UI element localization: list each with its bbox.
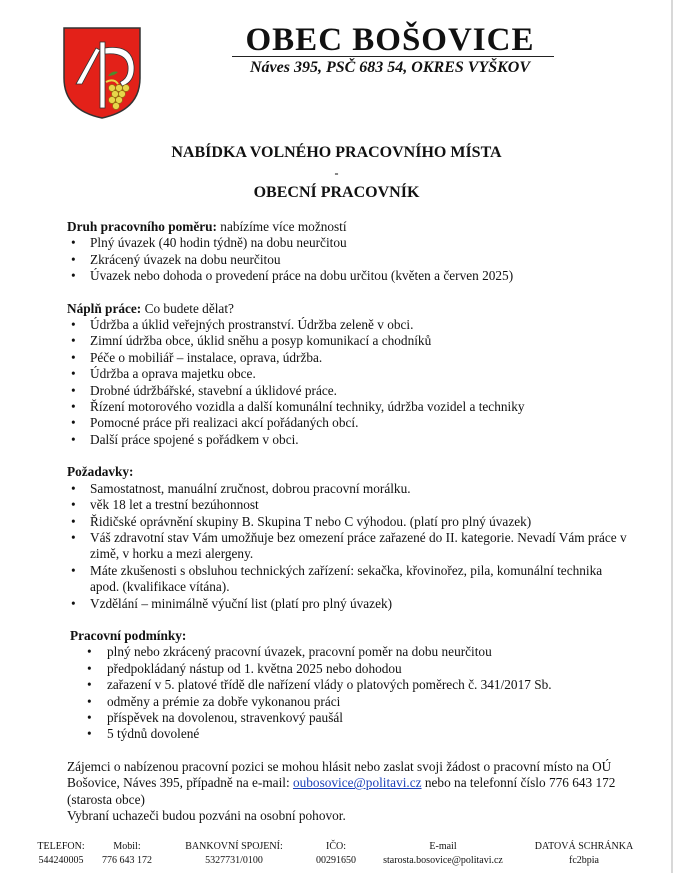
closing-paragraph <box>67 759 627 825</box>
data-box-label: DATOVÁ SCHRÁNKA <box>534 841 634 852</box>
list-item: • Váš zdravotní stav Vám umožňuje bez omezení práce zařazené do II. kategorie. Nevadí Vám práce v zimě, v horku a mezi alergeny. <box>90 530 627 563</box>
job-duties-list <box>67 317 627 448</box>
requirements-list <box>67 481 627 612</box>
section-label: Náplň práce: <box>67 300 142 316</box>
position-heading: OBECNÍ PRACOVNÍK <box>253 184 420 201</box>
list-item: • Máte zkušenosti s obsluhou technických zařízení: sekačka, křovinořez, pila, komunální technika apod. (kvalifikace vítána). <box>90 563 627 596</box>
footer-ico <box>306 840 366 868</box>
list-item: • Další práce spojené s pořádkem v obci. <box>90 432 627 448</box>
email-link[interactable]: oubosovice@politavi.cz <box>292 775 422 791</box>
list-item: • věk 18 let a trestní bezúhonnost <box>90 497 627 513</box>
list-item: • Samostatnost, manuální zručnost, dobrou pracovní morálku. <box>90 481 627 497</box>
ico-value: 00291650 <box>316 855 356 866</box>
list-item: • Úvazek nebo dohoda o provedení práce na dobu určitou (květen a červen 2025) <box>90 268 627 284</box>
list-item: • odměny a prémie za dobře vykonanou práci <box>107 694 627 710</box>
phone-label: TELEFON: <box>37 841 85 852</box>
section-requirements <box>67 464 627 612</box>
footer-bank <box>178 840 290 868</box>
section-label: Pracovní podmínky: <box>70 627 187 643</box>
list-item: • příspěvek na dovolenou, stravenkový paušál <box>107 710 627 726</box>
list-item: • Zkrácený úvazek na dobu neurčitou <box>90 252 627 268</box>
mobile-label: Mobil: <box>113 841 141 852</box>
municipality-address: Náves 395, PSČ 683 54, OKRES VYŠKOV <box>249 59 531 76</box>
section-working-conditions <box>70 628 627 743</box>
municipality-title: OBEC BOŠOVICE <box>245 22 535 58</box>
phone-value: 544240005 <box>38 855 84 866</box>
section-lead: Co budete dělat? <box>141 300 234 316</box>
closing-text: Zájemci o nabízenou pracovní pozici se mohou hlásit nebo zaslat svoji žádost o pracovní místo na OÚ Bošovice, Náves 395, případně na e-mail: <box>67 758 612 791</box>
section-job-duties <box>67 301 627 449</box>
bank-label: BANKOVNÍ SPOJENÍ: <box>185 841 283 852</box>
section-label: Požadavky: <box>67 464 134 480</box>
section-lead: nabízíme více možností <box>216 219 347 234</box>
list-item: • předpokládaný nástup od 1. května 2025 nebo dohodou <box>107 661 627 677</box>
mobile-value: 776 643 172 <box>102 855 152 866</box>
data-box-value: fc2bpia <box>569 855 599 866</box>
employment-type-list <box>67 235 627 284</box>
section-label: Druh pracovního poměru: <box>67 219 217 234</box>
list-item: • Řidičské oprávnění skupiny B. Skupina T nebo C výhodou. (platí pro plný úvazek) <box>90 514 627 530</box>
list-item: • 5 týdnů dovolené <box>107 726 627 742</box>
list-item: • Zimní údržba obce, úklid sněhu a posyp komunikací a chodníků <box>90 333 627 349</box>
email-label: E-mail <box>429 841 457 852</box>
list-item: • plný nebo zkrácený pracovní úvazek, pracovní poměr na dobu neurčitou <box>107 644 627 660</box>
ico-label: IČO: <box>326 841 346 852</box>
email-value[interactable]: starosta.bosovice@politavi.cz <box>383 855 503 866</box>
list-item: • Údržba a úklid veřejných prostranství. Údržba zeleně v obci. <box>90 317 627 333</box>
list-item: • Údržba a oprava majetku obce. <box>90 366 627 382</box>
list-item: • Vzdělání – minimálně výuční list (platí pro plný úvazek) <box>90 596 627 612</box>
footer-mobile <box>96 840 158 868</box>
footer-data-box <box>526 840 642 868</box>
footer-email <box>372 840 514 868</box>
closing-text-after: nebo na telefonní číslo 776 643 172 (starosta obce) <box>67 775 616 807</box>
list-item: • Řízení motorového vozidla a další komunální techniky, údržba vozidel a techniky <box>90 399 627 415</box>
section-employment-type <box>67 219 627 285</box>
list-item: • zařazení v 5. platové třídě dle nařízení vlády o platových poměrech č. 341/2017 Sb. <box>107 677 627 693</box>
heading-separator: - <box>334 166 339 180</box>
list-item: • Péče o mobiliář – instalace, oprava, údržba. <box>90 350 627 366</box>
offer-heading: NABÍDKA VOLNÉHO PRACOVNÍHO MÍSTA <box>171 144 502 161</box>
bank-value: 5327731/0100 <box>205 855 263 866</box>
list-item: • Plný úvazek (40 hodin týdně) na dobu neurčitou <box>90 235 627 251</box>
list-item: • Pomocné práce při realizaci akcí pořádaných obcí. <box>90 415 627 431</box>
footer-phone <box>28 840 94 868</box>
coat-of-arms-icon <box>62 26 142 120</box>
working-conditions-list <box>70 644 627 742</box>
closing-last-line: Vybraní uchazeči budou pozváni na osobní pohovor. <box>67 808 346 823</box>
list-item: • Drobné údržbářské, stavební a úklidové práce. <box>90 383 627 399</box>
document-body <box>67 219 627 824</box>
